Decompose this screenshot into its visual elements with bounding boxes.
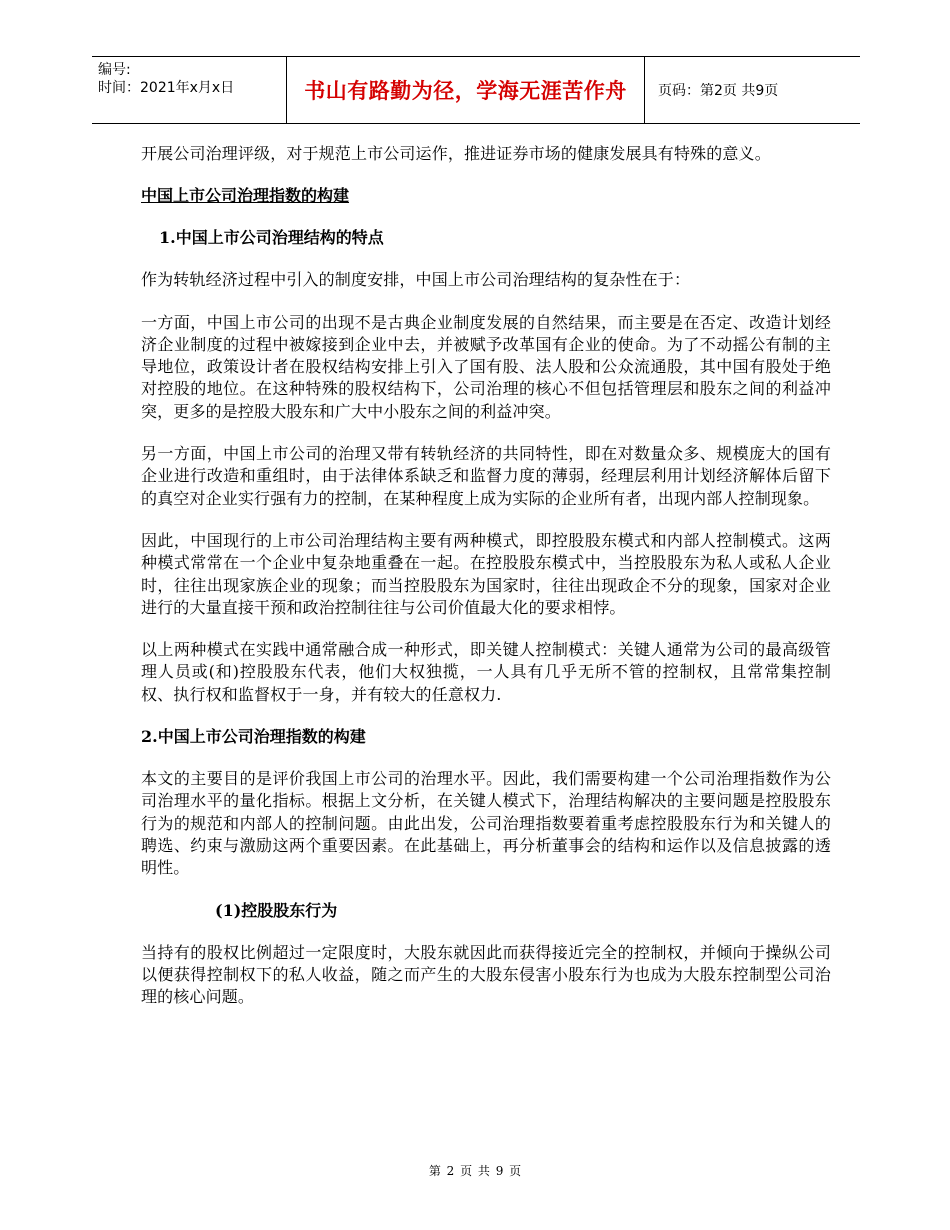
paragraph: 当持有的股权比例超过一定限度时，大股东就因此而获得接近完全的控制权，并倾向于操纵公司以便获得控制权下的私人收益，随之而产生的大股东侵害小股东行为也成为大股东控制型公司治理的核心问题。 [141, 942, 831, 1007]
page-header [92, 56, 860, 124]
document-number-label: 编号: [98, 62, 131, 78]
document-body [141, 143, 831, 1028]
paragraph: 作为转轨经济过程中引入的制度安排，中国上市公司治理结构的复杂性在于： [141, 270, 691, 290]
paragraph: 一方面，中国上市公司的出现不是古典企业制度发展的自然结果，而主要是在否定、改造计划经济企业制度的过程中被嫁接到企业中去，并被赋予改革国有企业的使命。为了不动摇公有制的主导地位，政策设计者在股权结构安排上引入了国有股、法人股和公众流通股，其中国有股处于绝对控股的地位。在这种特殊的股权结构下，公司治理的核心不但包括管理层和股东之间的利益冲突，更多的是控股大股东和广大中小股东之间的利益冲突。 [141, 312, 831, 421]
header-motto: 书山有路勤为径，学海无涯苦作舟 [304, 79, 627, 103]
paragraph: 以上两种模式在实践中通常融合成一种形式，即关键人控制模式：关键人通常为公司的最高级管理人员或(和)控股股东代表，他们大权独揽，一人具有几乎无所不管的控制权，且常常集控制权、执行权和监督权于一身，并有较大的任意权力. [141, 640, 831, 704]
subsubsection-heading: (1)控股股东行为 [215, 900, 338, 920]
header-meta [98, 61, 278, 97]
header-motto-cell [286, 57, 645, 123]
paragraph: 另一方面，中国上市公司的治理又带有转轨经济的共同特性，即在对数量众多、规模庞大的国有企业进行改造和重组时，由于法律体系缺乏和监督力度的薄弱，经理层利用计划经济解体后留下的真空对企业实行强有力的控制，在某种程度上成为实际的企业所有者，出现内部人控制现象。 [141, 444, 831, 508]
paragraph: 开展公司治理评级，对于规范上市公司运作，推进证券市场的健康发展具有特殊的意义。 [141, 144, 771, 163]
paragraph: 因此，中国现行的上市公司治理结构主要有两种模式，即控股股东模式和内部人控制模式。这两种模式常常在一个企业中复杂地重叠在一起。在控股股东模式中，当控股股东为私人或私人企业时，往往出现家族企业的现象；而当控股股东为国家时，往往出现政企不分的现象，国家对企业进行的大量直接干预和政治控制往往与公司价值最大化的要求相悖。 [141, 530, 831, 617]
header-page-info: 页码：第2页 共9页 [658, 83, 779, 99]
document-date: 时间：2021年x月x日 [98, 80, 235, 96]
subsection-heading: 2.中国上市公司治理指数的构建 [141, 727, 366, 747]
page-footer: 第 2 页 共 9 页 [428, 1164, 522, 1178]
subsection-heading: 1.中国上市公司治理结构的特点 [159, 228, 384, 248]
section-heading: 中国上市公司治理指数的构建 [141, 186, 350, 206]
paragraph: 本文的主要目的是评价我国上市公司的治理水平。因此，我们需要构建一个公司治理指数作为公司治理水平的量化指标。根据上文分析，在关键人模式下，治理结构解决的主要问题是控股股东行为的规范和内部人的控制问题。由此出发，公司治理指数要着重考虑控股股东行为和关键人的聘选、约束与激励这两个重要因素。在此基础上，再分析董事会的结构和运作以及信息披露的透明性。 [141, 769, 831, 878]
